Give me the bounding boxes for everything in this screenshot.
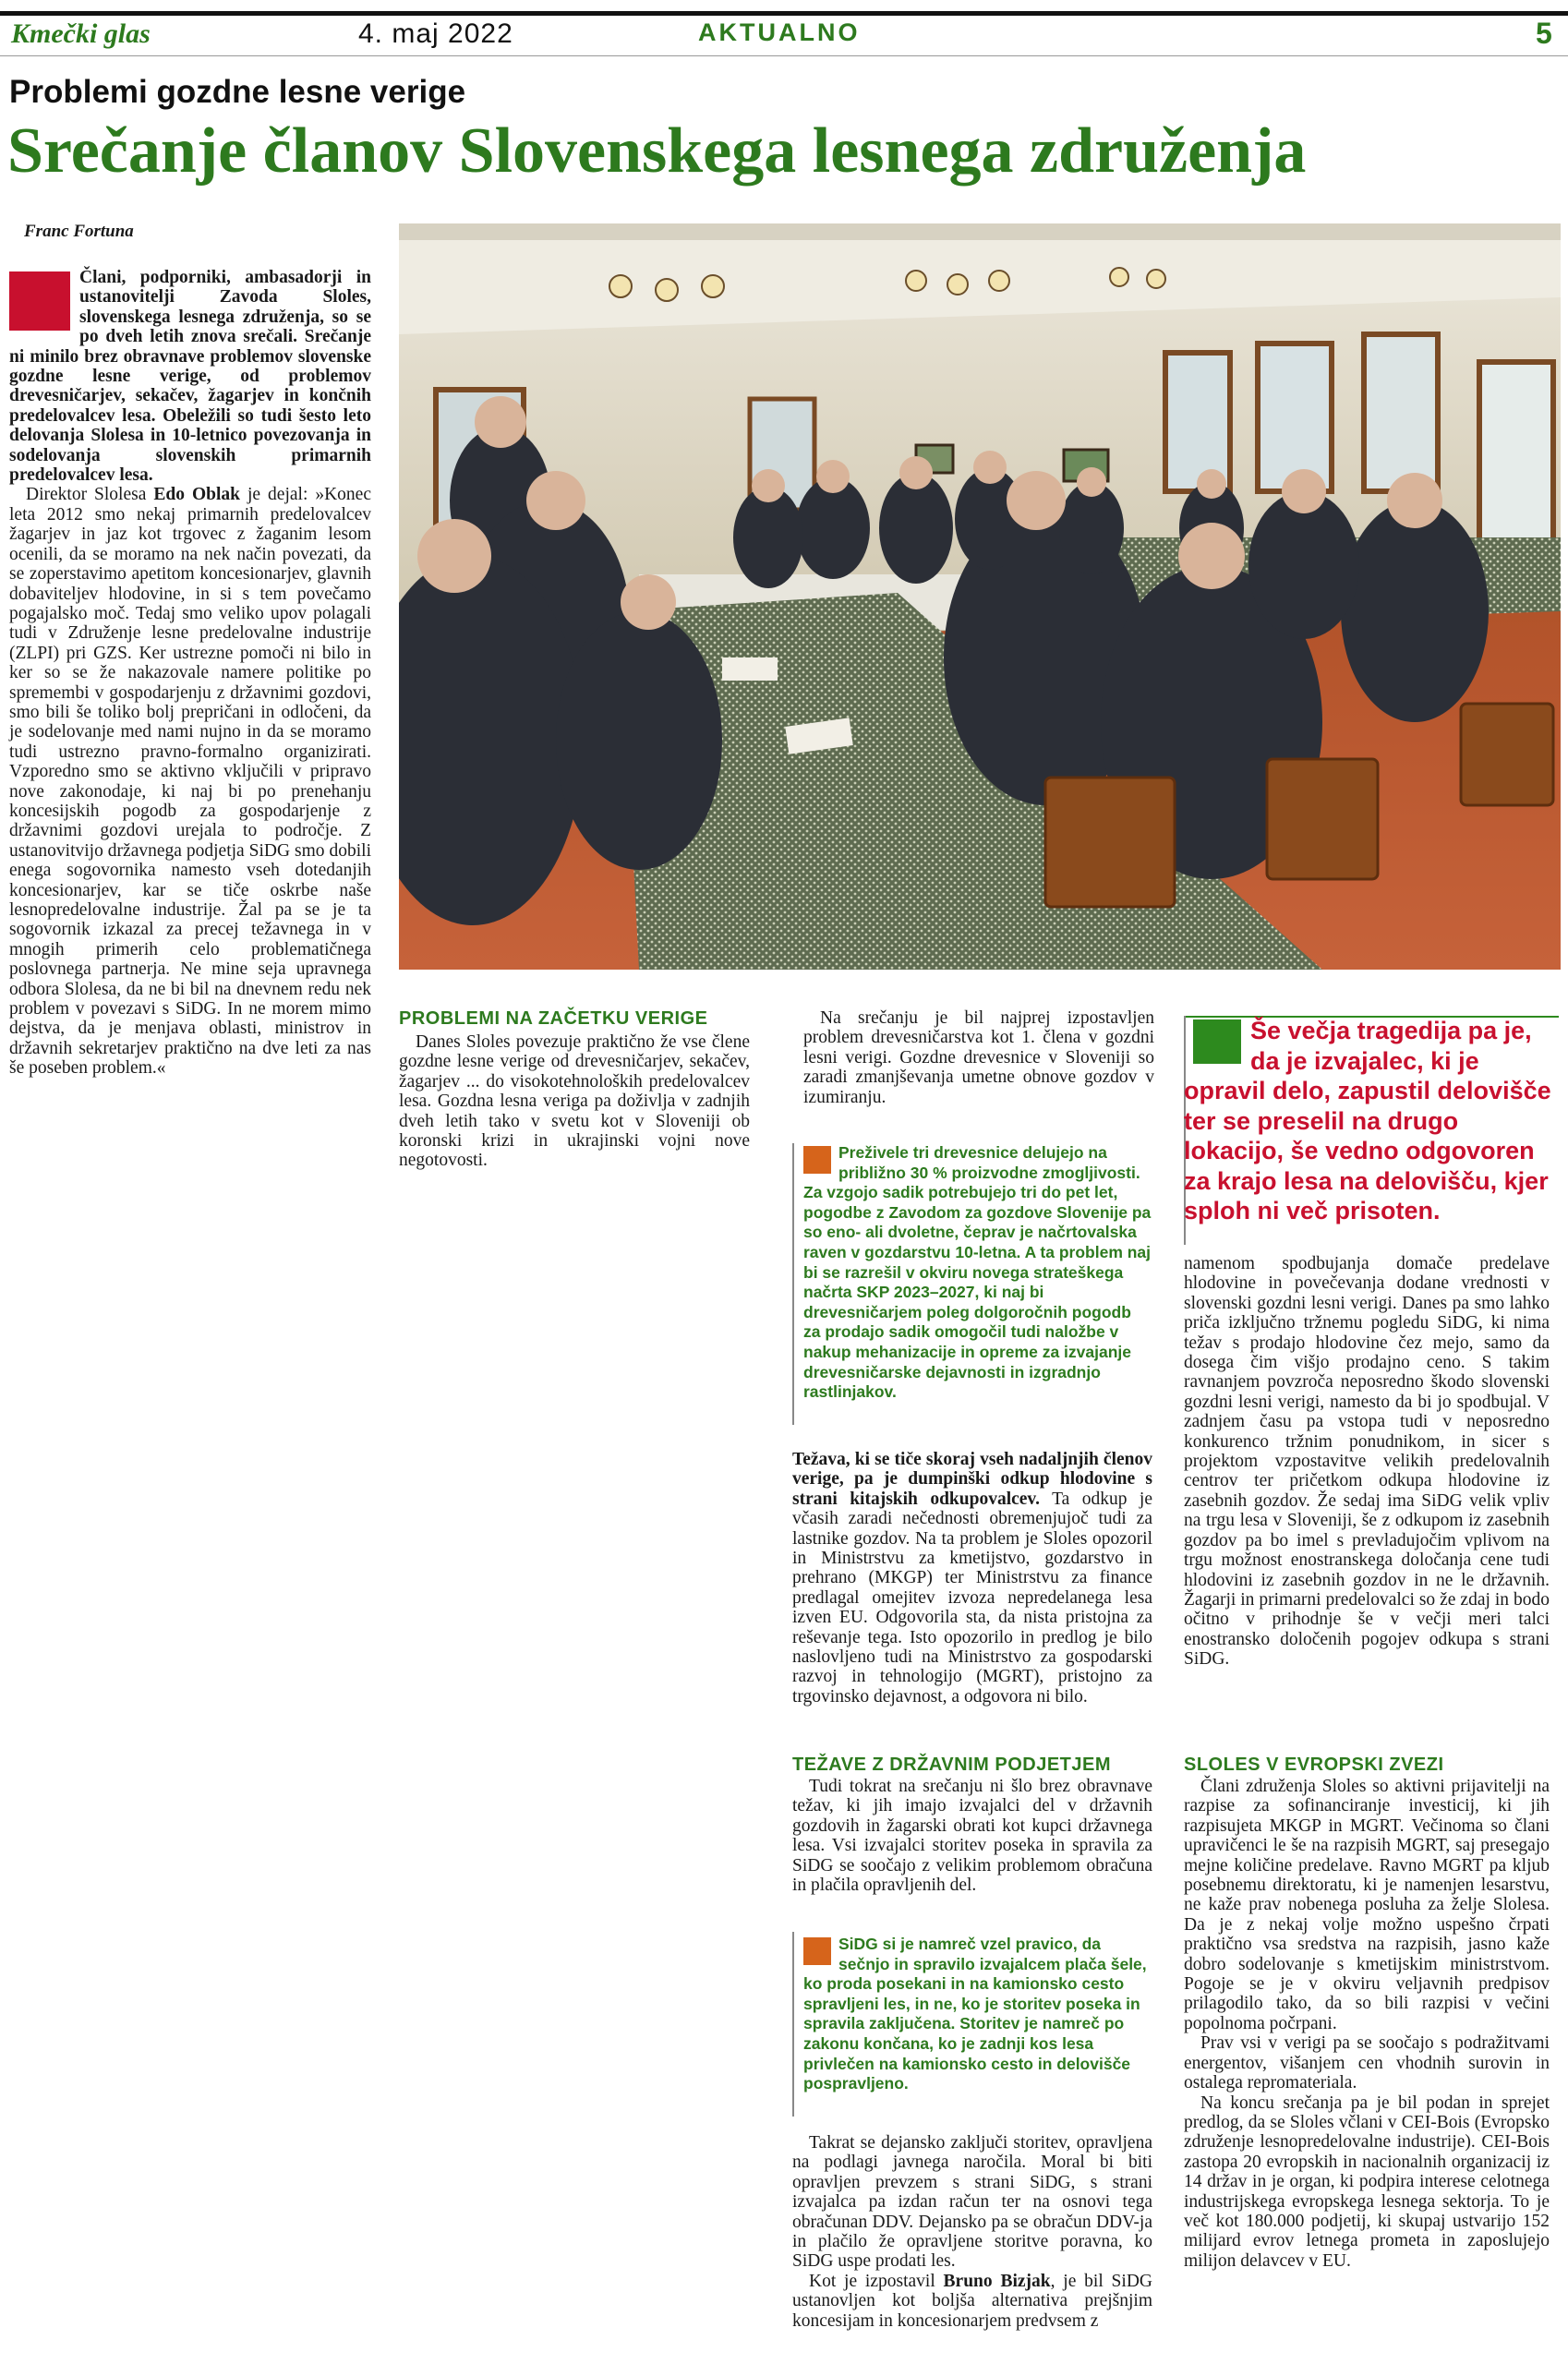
subheading-problems: PROBLEMI NA ZAČETKU VERIGE bbox=[399, 1008, 708, 1029]
big-pull-quote: Še večja tragedija pa je, da je izvajalec, ki je opravil delo, zapustil delovišče ter se preselil na drugo lokacijo, še vedno odgovoren za krajo lesa na delovišču, kjer sploh ni več prisoten. bbox=[1184, 1017, 1551, 1224]
byline: Franc Fortuna bbox=[24, 222, 134, 241]
lead-marker bbox=[9, 271, 70, 331]
header-rule bbox=[0, 11, 1568, 16]
quote-marker bbox=[803, 1146, 831, 1174]
person-name: Bruno Bizjak bbox=[943, 2271, 1051, 2291]
section-label: AKTUALNO bbox=[698, 18, 861, 46]
quote-rule bbox=[792, 1143, 794, 1425]
paragraph: Tudi tokrat na srečanju ni šlo brez obravnave težav, ki jih imajo izvajalci del v državnih gozdovih in žagarski obrati kot kupci državnega lesa. Vsi izvajalci storitev poseka in spravila za SiDG se soočajo z velikim problemom obračuna in plačila opravljenih del. bbox=[792, 1777, 1152, 1896]
column-3-mid bbox=[792, 1450, 1152, 1707]
paragraph: namenom spodbujanja domače predelave hlodovine in povečevanja dodane vrednosti v slovenski gozdni lesni verigi. Danes pa smo lahko priča izključno tržnemu pogledu SiDG, ki nima težav s prodajo hlodovine čez mejo, samo da dosega čim višjo prodajno ceno. S takim ravnanjem povzroča neposredno škodo slovenski gozdni lesni verigi, namesto da bi jo spodbujal. V zadnjem času pa vstopa tudi v neposredno konkurenco tržnim ponudnikom, in sicer s projektom vzpostavitve velikih predelovalnih centrov ter pričetkom odkupa hlodovine iz zasebnih gozdov. Že sedaj ima SiDG velik vpliv na trgu lesa v Sloveniji, še z odkupom iz zasebnih gozdov pa bo imel s prevladujočim vplivom na trgu možnost enostranskega določanja cene tudi hlodovini iz zasebnih gozdov in ne le državnih. Žagarji in primarni predelovalci so že zdaj in bodo očitno v prihodnje še v večji meri talci enostransko določenih pogojev odkupa s strani SiDG. bbox=[1184, 1254, 1550, 1670]
column-4-top bbox=[1184, 1254, 1550, 1670]
paragraph: Težava, ki se tiče skoraj vseh nadaljnjih členov verige, pa je dumpinški odkup hlodovine s strani kitajskih odkupovalcev. Ta odkup je včasih zaradi nečednosti obremenjujoč tudi za lastnike gozdov. Na ta problem je Sloles opozoril in Ministrstvu za kmetijstvo, gozdarstvo in prehrano (MKGP) ter Ministrstvu za finance predlagal omejitev izvoza nepredelanega lesa izven EU. Odgovorila sta, da nista pristojna za reševanje tega. Isto opozorilo in predlog je bilo naslovljeno tudi na Ministrstvo za gospodarski razvoj in tehnologijo (MGRT), pristojno za trgovinsko dejavnost, a odgovora ni bilo. bbox=[792, 1450, 1152, 1707]
column-3-lower bbox=[792, 1777, 1152, 1895]
subheading-eu: SLOLES V EVROPSKI ZVEZI bbox=[1184, 1755, 1444, 1775]
paragraph: Člani združenja Sloles so aktivni prijavitelji na razpise za sofinanciranje investicij, ki jih razpisujeta MKGP in MGRT. Večinoma so člani upravičenci le še na razpisih MGRT, saj presegajo mejne količine predelave. Ravno MGRT pa kljub posebnemu direktoratu, ki je namenjen lesarstvu, ne kaže prav nobenega posluha za želje Slolesa. Da je z nekaj volje možno uspešno črpati praktično vsa sredstva na razpisih, jasno kaže dobro sodelovanje s kmetijskim ministrstvom. Pogoje se je v okviru veljavnih predpisov prilagodilo tako, da so bili razpisi v večini popolnoma počrpani. bbox=[1184, 1777, 1550, 2033]
column-1 bbox=[9, 268, 371, 1079]
masthead-logo: Kmečki glas bbox=[11, 18, 151, 49]
headline: Srečanje članov Slovenskega lesnega združenja bbox=[7, 115, 1307, 187]
column-3-bottom bbox=[792, 2133, 1152, 2331]
quote-rule bbox=[792, 1932, 794, 2117]
issue-date: 4. maj 2022 bbox=[358, 18, 513, 49]
person-name: Edo Oblak bbox=[153, 485, 240, 505]
lead-paragraph: Člani, podporniki, ambasadorji in ustanovitelji Zavoda Sloles, slovenskega lesnega združenja, so se po dveh letih znova srečali. Srečanje ni minilo brez obravnave problemov slovenske gozdne lesne verige, od problemov drevesničarjev, sekačev, žagarjev in končnih predelovalcev lesa. Obeležili so tudi šesto leto delovanja Slolesa in 10-letnico povezovanja in sodelovanja slovenskih primarnih predelovalcev lesa. bbox=[9, 268, 371, 486]
column-4-bottom bbox=[1184, 1777, 1550, 2271]
column-3-top bbox=[803, 1008, 1154, 1107]
meeting-photo bbox=[399, 223, 1561, 970]
column-2 bbox=[399, 1032, 750, 1171]
paragraph: Prav vsi v verigi pa se soočajo s podražitvami energentov, višanjem cen vhodnih surovin in ostalega repromateriala. bbox=[1184, 2033, 1550, 2093]
paragraph: Kot je izpostavil Bruno Bizjak, je bil SiDG ustanovljen kot boljša alternativa prejšnjim koncesijam in koncesionarjem predvsem z bbox=[792, 2271, 1152, 2331]
pull-quote-nurseries: Preživele tri drevesnice delujejo na približno 30 % proizvodne zmogljivosti. Za vzgojo sadik potrebujejo tri do pet let, pogodbe z Zavodom za gozdove Slovenije pa so eno- ali dvoletne, čeprav je načrtovalska raven v gozdarstvu 10-letna. A ta problem naj bi se razrešil v okviru novega strateškega načrta SKP 2023–2027, ki naj bi drevesničarjem poleg dolgoročnih pogodb za prodajo sadik omogočil tudi naložbe v nakup mehanizacije in opreme za izvajanje drevesničarske dejavnosti in izgradnjo rastlinjakov. bbox=[803, 1143, 1152, 1402]
paragraph: Na srečanju je bil najprej izpostavljen problem drevesničarstva kot 1. člena v gozdni lesni verigi. Gozdne drevesnice v Sloveniji so zaradi zmanjševanja umetne obnove gozdov v izumiranju. bbox=[803, 1008, 1154, 1107]
big-quote-marker bbox=[1193, 1019, 1241, 1064]
quote-marker bbox=[803, 1937, 831, 1965]
subheading-state-company: TEŽAVE Z DRŽAVNIM PODJETJEM bbox=[792, 1755, 1112, 1775]
paragraph: Takrat se dejansko zaključi storitev, opravljena na podlagi javnega naročila. Moral bi biti opravljen prevzem s strani SiDG, s strani izvajalca pa izdan račun ter na osnovi tega obračunan DDV. Dejansko pa se obračun DDV-ja in plačilo že opravljene storitve poravna, ko SiDG uspe prodati les. bbox=[792, 2133, 1152, 2272]
paragraph-director: Direktor Slolesa Edo Oblak je dejal: »Konec leta 2012 smo nekaj primarnih predelovalcev žagarjev in jaz kot trgovec z žaganim lesom ocenili, da se moramo na nek način povezati, da se zoperstavimo apetitom koncesionarjev, glavnih dobaviteljev hlodovine, in si s tem povečamo pogajalsko moč. Tedaj smo veliko upov polagali tudi v Združenje lesne predelovalne industrije (ZLPI) pri GZS. Ker ustrezne pomoči ni bilo in ker so se že nakazovale namere politike po spremembi v gospodarjenju z državnimi gozdovi, smo bili še toliko bolj prepričani in odločeni, da je sodelovanje med nami nujno in da se moramo tudi ustrezno pravno-formalno organizirati. Vzporedno smo se aktivno vključili v pripravo nove zakonodaje, ki naj bi po prenehanju koncesijskih pogodb za gospodarjenje z državnimi gozdovi urejala to področje. Z ustanovitvijo državnega podjetja SiDG smo dobili enega sogovornika namesto vseh dotedanjih koncesionarjev, kar se tiče oskrbe naše lesnopredelovalne industrije. Žal pa se je ta sogovornik izkazal za precej težavnega in v mnogih primerih celo problematičnega poslovnega partnerja. Ne mine seja upravnega odbora Slolesa, da ne bi bil na dnevnem redu nek problem v povezavi s SiDG. In ne morem mimo dejstva, da je menjava oblasti, ministrov in državnih sekretarjev praktično na dve leti za nas še poseben problem.« bbox=[9, 485, 371, 1079]
kicker: Problemi gozdne lesne verige bbox=[9, 74, 466, 110]
pull-quote-sidg: SiDG si je namreč vzel pravico, da sečnjo in spravilo izvajalcem plača šele, ko proda posekani in na kamionsko cesto spravljeni les, in ne, ko je storitev poseka in spravila zaključena. Storitev je namreč po zakonu končana, ko je zadnji kos lesa privlečen na kamionsko cesto in delovišče pospravljeno. bbox=[803, 1935, 1147, 2093]
header-divider bbox=[0, 55, 1568, 56]
paragraph: Na koncu srečanja pa je bil podan in sprejet predlog, da se Sloles včlani v CEI-Bois (Evropsko združenje lesnopredelovalne industrije). CEI-Bois zastopa 20 evropskih in nacionalnih organizacij iz 14 držav in je organ, ki podpira interese celotnega industrijskega evropskega lesnega sektorja. To je več kot 180.000 podjetij, ki skupaj ustvarijo 152 milijard evrov letnega prometa in zaposlujejo milijon delavcev v EU. bbox=[1184, 2093, 1550, 2271]
page-number: 5 bbox=[1536, 17, 1552, 50]
paragraph: Danes Sloles povezuje praktično že vse člene gozdne lesne verige od drevesničarjev, sekačev, žagarjev ... do visokotehnoloških predelovalcev lesa. Gozdna lesna veriga pa doživlja v zadnjih dveh letih tako v svetu kot v Sloveniji ob koronski krizi in ukrajinski vojni nove negotovosti. bbox=[399, 1032, 750, 1171]
